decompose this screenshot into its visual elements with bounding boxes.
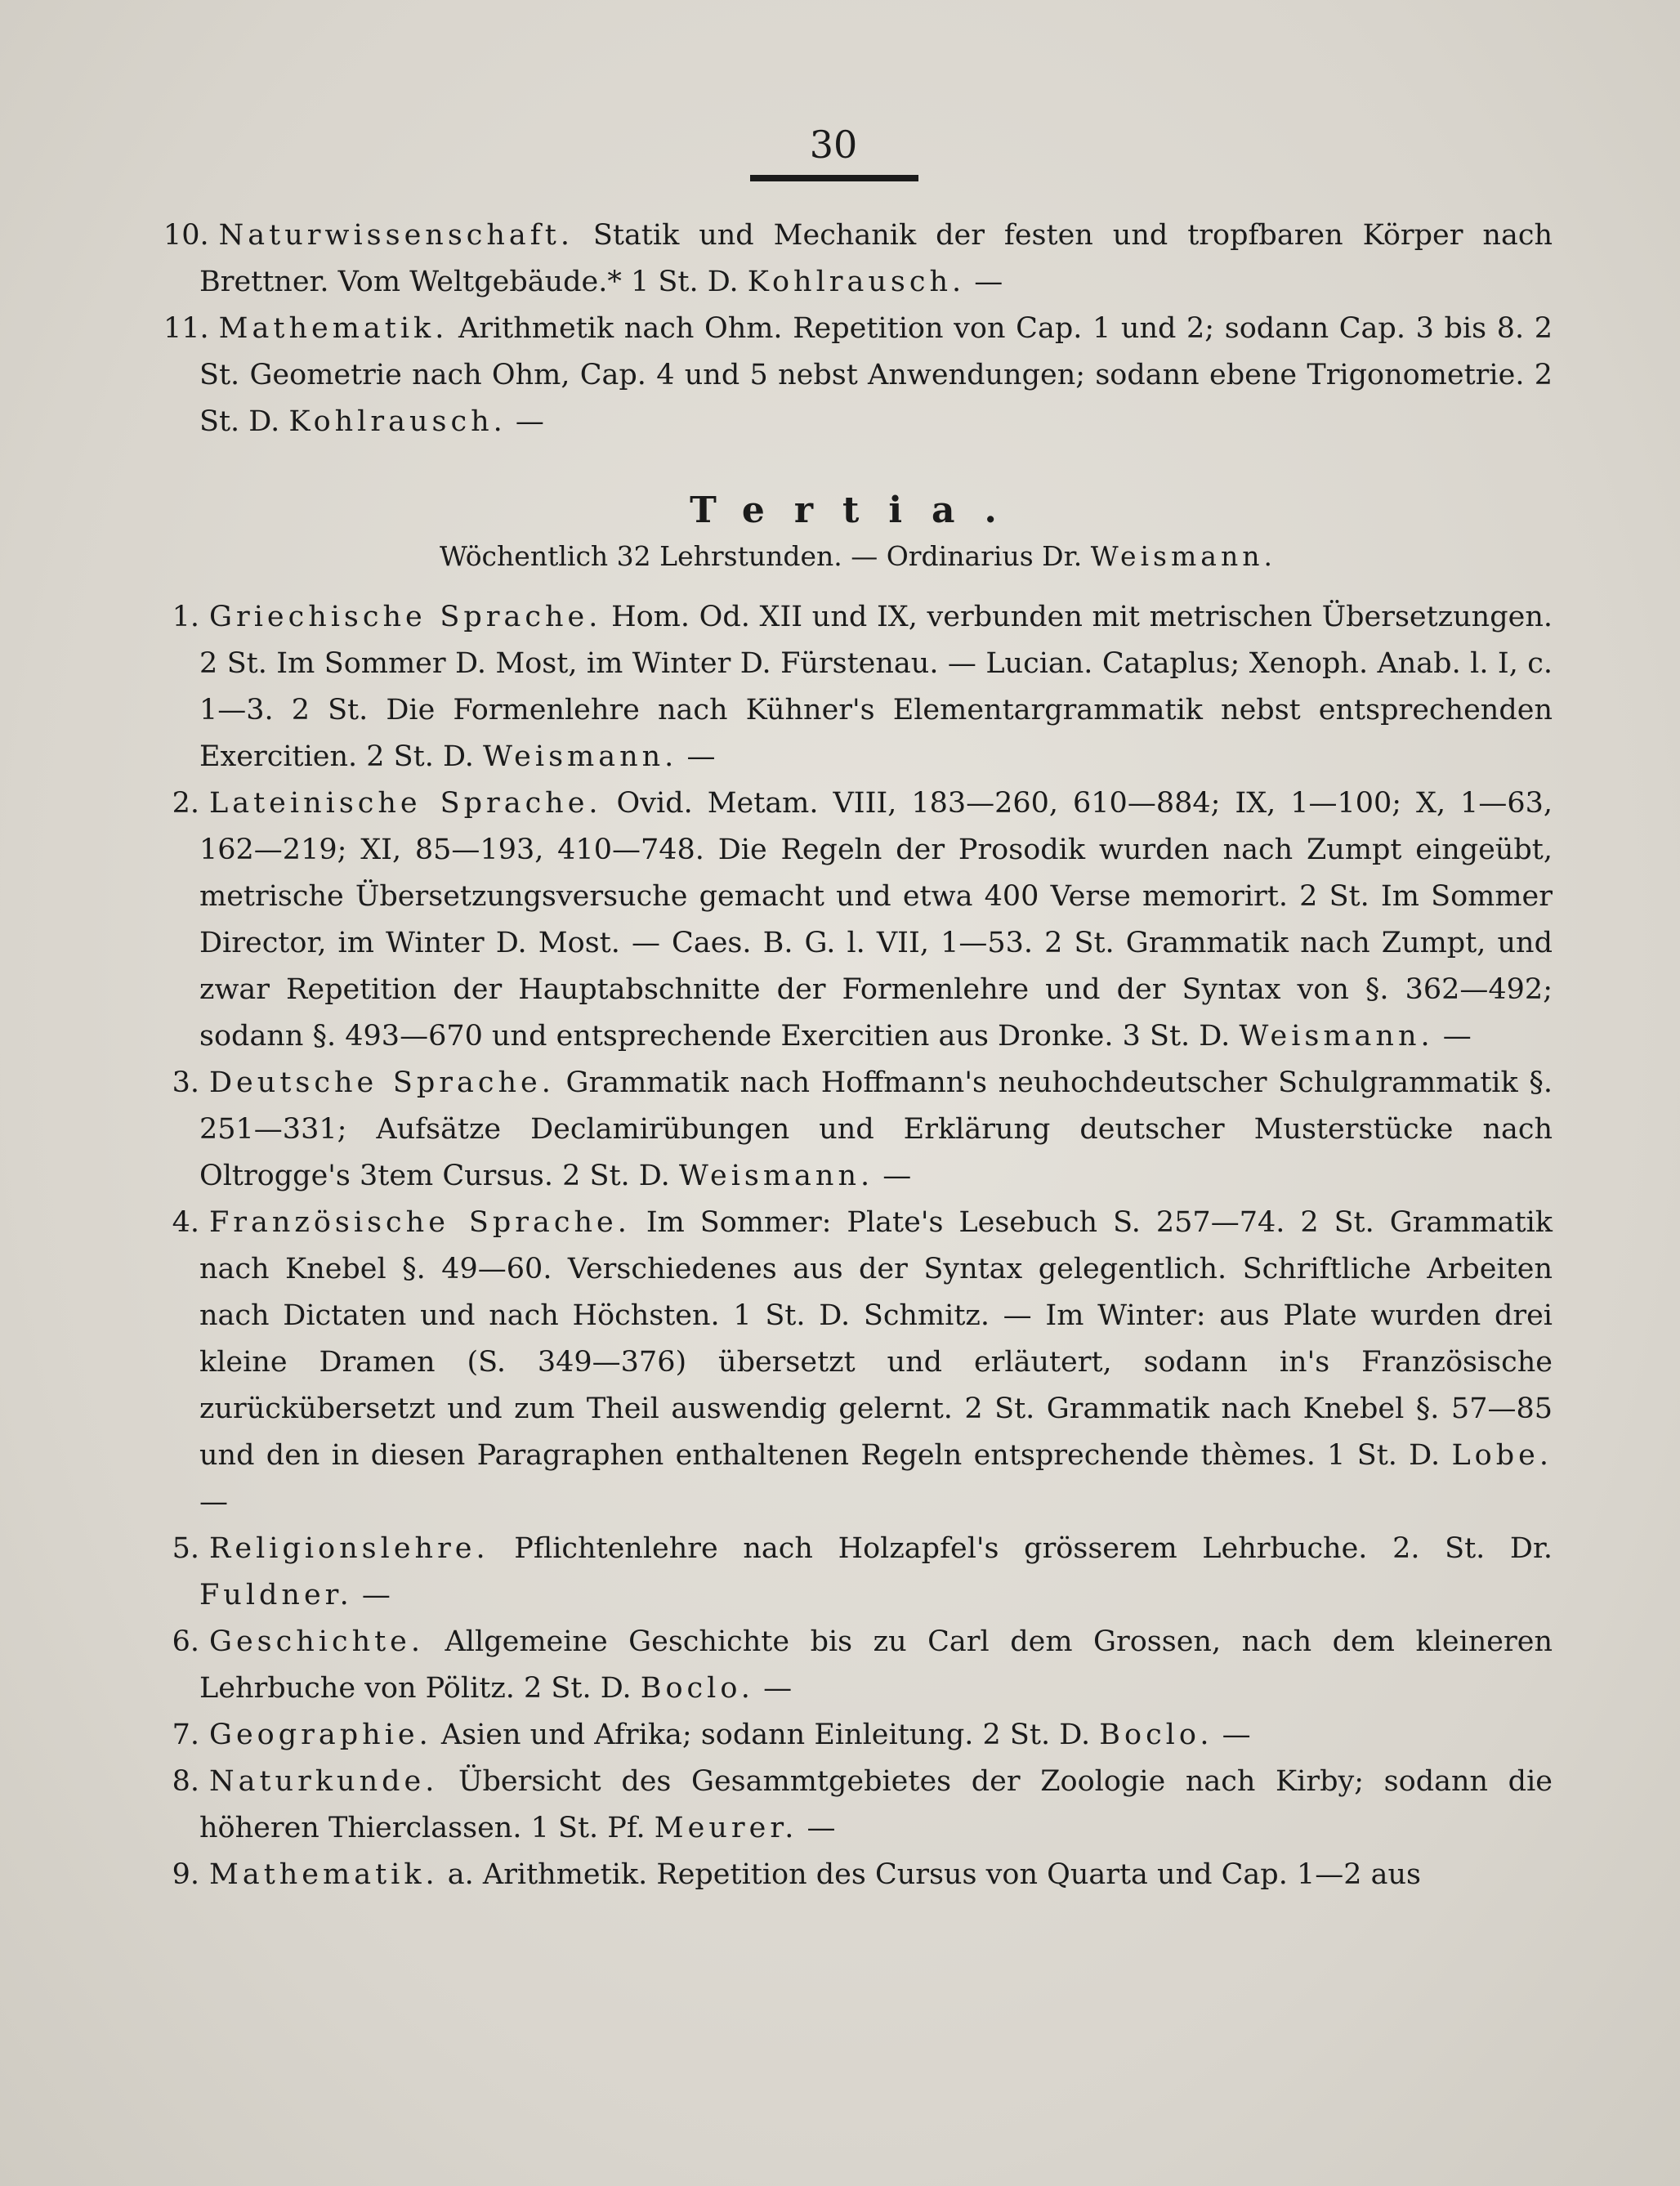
teacher-name: Kohlrausch. [747,266,966,298]
item-number: 8. [172,1765,199,1798]
section-subtitle [163,535,1553,578]
teacher-name: Fuldner. [199,1579,353,1612]
course-item-paragraph [163,780,1553,1060]
course-item-paragraph [163,594,1553,780]
course-item-paragraph [163,306,1553,445]
item-text: Statik und Mechanik der festen und tropfbaren Körper nach Brettner. Vom Weltgebäude.* 1 St. D. [199,219,1553,298]
course-item-paragraph [163,1200,1553,1526]
item-number: 1. [172,601,199,633]
item-tail: — [874,1160,912,1192]
course-item-paragraph [163,212,1553,306]
course-item-paragraph [163,1712,1553,1759]
item-text: a. Arithmetik. Repetition des Cursus von Quarta und Cap. 1—2 aus [438,1858,1421,1891]
item-text: Ovid. Metam. VIII, 183—260, 610—884; IX, 1—100; X, 1—63, 162—219; XI, 85—193, 410—748. Die Regeln der Prosodik wurden nach Zumpt eingeübt, metrische Übersetzungsversuche gemacht und etwa 400 Verse memorirt. 2 St. Im Sommer Director, im Winter D. Most. — Caes. B. G. l. VII, 1—53. 2 St. Grammatik nach Zumpt, und zwar Repetition der Hauptabschnitte der Formenlehre und der Syntax von §. 362—492; sodann §. 493—670 und entsprechende Exercitien aus Dronke. 3 St. D. [199,787,1553,1053]
item-text: Allgemeine Geschichte bis zu Carl dem Grossen, nach dem kleineren Lehrbuche von Pölitz. 2 St. D. [199,1625,1553,1705]
subject-heading: Französische Sprache. [209,1206,631,1239]
item-text: Grammatik nach Hoffmann's neuhochdeutscher Schulgrammatik §. 251—331; Aufsätze Declamirübungen und Erklärung deutscher Musterstücke nach Oltrogge's 3tem Cursus. 2 St. D. [199,1066,1553,1192]
course-item-paragraph [163,1759,1553,1852]
item-number: 3. [172,1066,199,1099]
item-tail: — [1213,1719,1251,1751]
page-number: 30 [809,123,858,167]
course-item [163,1526,1553,1619]
subject-heading: Lateinische Sprache. [209,787,602,820]
course-item [163,1060,1553,1200]
subject-heading: Naturkunde. [209,1765,439,1798]
subject-heading: Naturwissenschaft. [218,219,574,252]
item-tail: — [352,1579,391,1612]
course-item [163,1619,1553,1712]
item-tail: — [798,1812,836,1844]
subject-heading: Religionslehre. [209,1532,489,1565]
item-number: 9. [172,1858,199,1891]
item-number: 2. [172,787,199,820]
item-text: Hom. Od. XII und IX, verbunden mit metrischen Übersetzungen. 2 St. Im Sommer D. Most, im Winter D. Fürstenau. — Lucian. Cataplus; Xenoph. Anab. l. I, c. 1—3. 2 St. Die Formenlehre nach Kühner's Elementargrammatik nebst entsprechenden Exercitien. 2 St. D. [199,601,1553,773]
course-item [163,594,1553,780]
item-tail: — [753,1672,793,1705]
item-text: Pflichtenlehre nach Holzapfel's grösserem Lehrbuche. 2. St. Dr. [489,1532,1553,1565]
item-number: 5. [172,1532,199,1565]
teacher-name: Meurer. [654,1812,798,1844]
section-subtitle-text: Wöchentlich 32 Lehrstunden. — Ordinarius Dr. [440,540,1091,572]
item-text: Arithmetik nach Ohm. Repetition von Cap. 1 und 2; sodann Cap. 3 bis 8. 2 St. Geometrie nach Ohm, Cap. 4 und 5 nebst Anwendungen; sodann ebene Trigonometrie. 2 St. D. [199,312,1553,438]
course-item-paragraph [163,1526,1553,1619]
item-tail: — [965,266,1003,298]
item-tail: — [199,1486,228,1518]
page-number-rule [750,175,918,181]
course-item [163,1759,1553,1852]
item-tail: — [677,740,716,773]
subject-heading: Deutsche Sprache. [209,1066,555,1099]
course-item [163,1712,1553,1759]
subject-heading: Mathematik. [209,1858,439,1891]
item-number: 4. [172,1206,199,1239]
teacher-name: Weismann. [483,740,678,773]
teacher-name: Kohlrausch. [288,405,507,438]
item-text: Asien und Afrika; sodann Einleitung. 2 St. D. [431,1719,1100,1751]
previous-section-items [163,212,1553,445]
course-item [163,1200,1553,1526]
subject-heading: Geschichte. [209,1625,425,1658]
item-text: Im Sommer: Plate's Lesebuch S. 257—74. 2 St. Grammatik nach Knebel §. 49—60. Verschiedenes aus der Syntax gelegentlich. Schriftliche Arbeiten nach Dictaten und nach Höchsten. 1 St. D. Schmitz. — Im Winter: aus Plate wurden drei kleine Dramen (S. 349—376) übersetzt und erläutert, sodann in's Französische zurückübersetzt und zum Theil auswendig gelernt. 2 St. Grammatik nach Knebel §. 57—85 und den in diesen Paragraphen enthaltenen Regeln entsprechende thèmes. 1 St. D. [199,1206,1553,1472]
item-number: 10. [163,219,209,252]
section-title: Tertia. [690,490,1026,531]
item-number: 7. [172,1719,199,1751]
course-item [163,212,1553,306]
course-item [163,1852,1553,1898]
course-item [163,306,1553,445]
page-body [163,212,1553,1898]
item-tail: — [1433,1020,1472,1053]
course-item-paragraph [163,1619,1553,1712]
course-list [163,594,1553,1898]
teacher-name: Weismann. [678,1160,874,1192]
course-item-paragraph [163,1852,1553,1898]
item-number: 11. [163,312,209,345]
subject-heading: Griechische Sprache. [209,601,602,633]
course-item-paragraph [163,1060,1553,1200]
teacher-name: Boclo. [1099,1719,1213,1751]
teacher-name: Weismann. [1239,1020,1434,1053]
section-ordinarius: Weismann. [1090,540,1276,572]
teacher-name: Lobe. [1451,1439,1553,1472]
item-tail: — [506,405,544,438]
item-number: 6. [172,1625,199,1658]
subject-heading: Mathematik. [218,312,449,345]
subject-heading: Geographie. [209,1719,432,1751]
course-item [163,780,1553,1060]
item-text: Übersicht des Gesammtgebietes der Zoologie nach Kirby; sodann die höheren Thierclassen. 1 St. Pf. [199,1765,1553,1844]
teacher-name: Boclo. [640,1672,754,1705]
